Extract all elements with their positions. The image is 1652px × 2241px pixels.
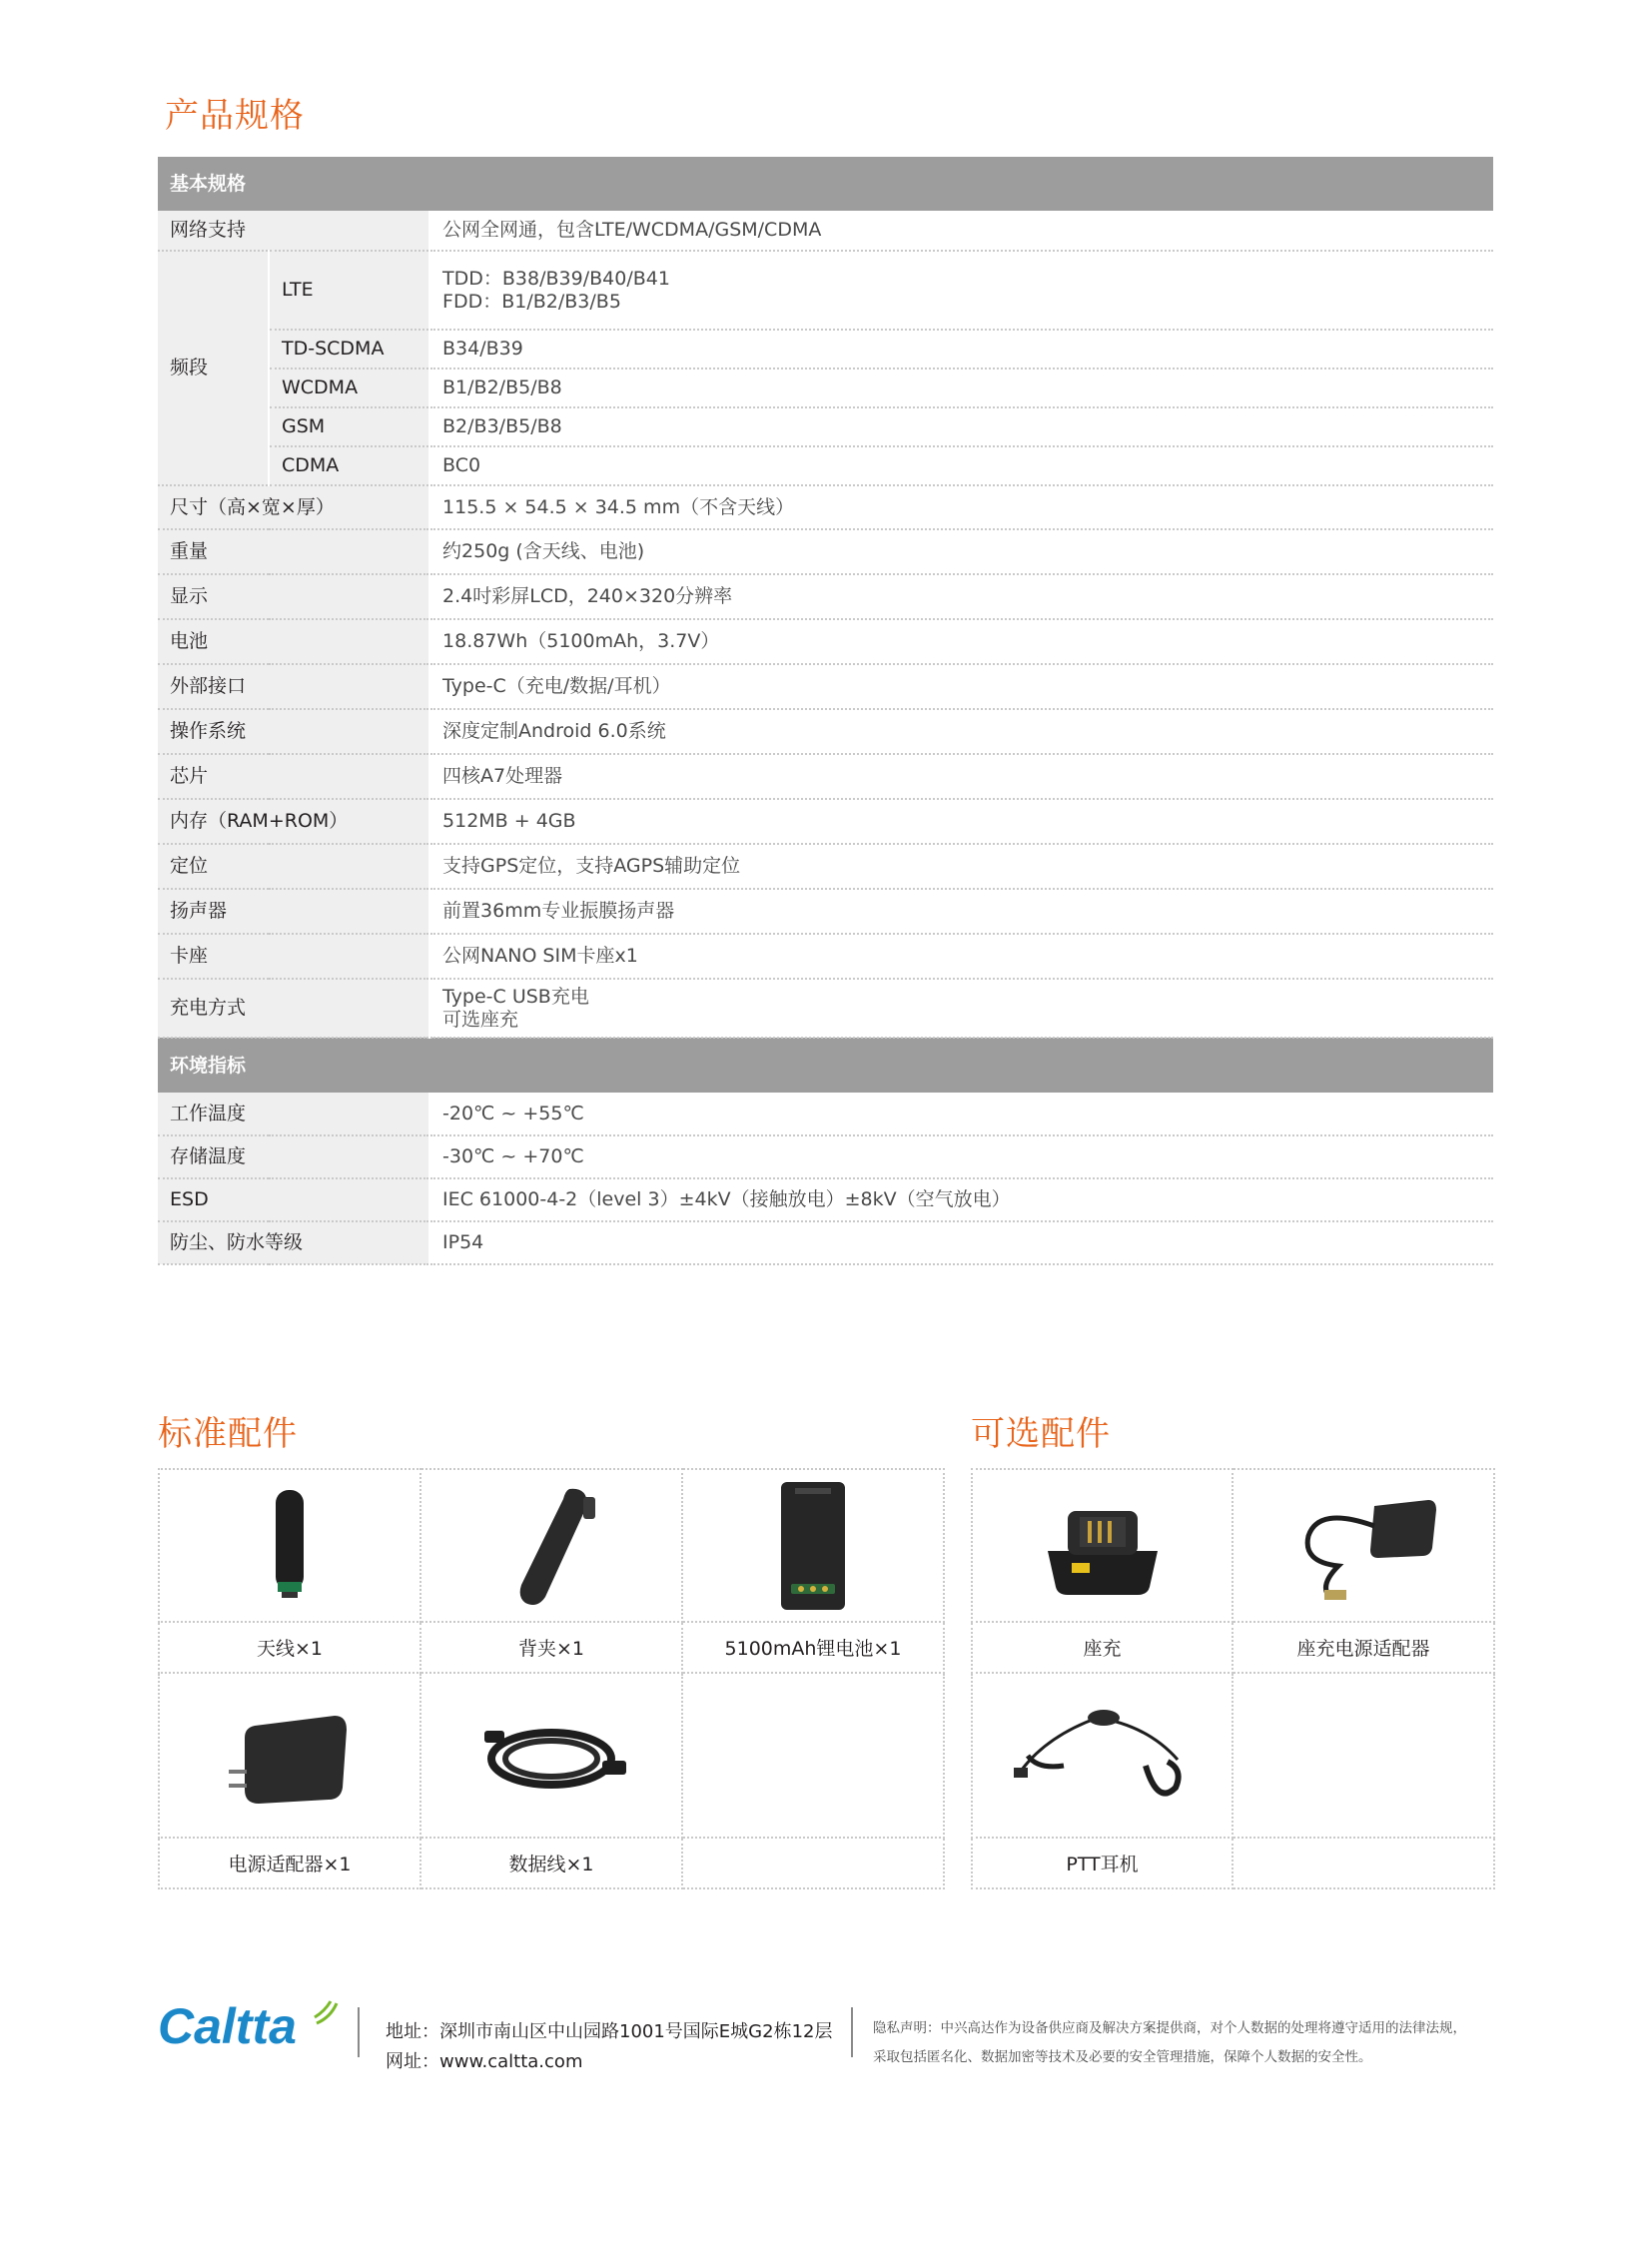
accessory-caption: PTT耳机 [972, 1838, 1233, 1888]
table-row [158, 754, 1493, 799]
optional-accessories-grid [971, 1468, 1495, 1889]
spec-value: -30℃ ~ +70℃ [429, 1135, 1493, 1178]
table-row [158, 330, 1493, 369]
caltta-logo: Caltta [158, 1997, 341, 2055]
spec-value: TDD：B38/B39/B40/B41 FDD：B1/B2/B3/B5 [429, 251, 1493, 330]
spec-value: 深度定制Android 6.0系统 [429, 709, 1493, 754]
table-row [158, 1135, 1493, 1178]
optional-accessories-title: 可选配件 [971, 1414, 1111, 1454]
table-row [158, 574, 1493, 619]
spec-label: 内存（RAM+ROM） [158, 799, 429, 844]
env-spec-header [158, 1038, 1493, 1093]
table-row [158, 1178, 1493, 1221]
table-row [158, 664, 1493, 709]
band-name: GSM [269, 407, 429, 446]
table-row [158, 979, 1493, 1038]
spec-label: 重量 [158, 529, 429, 574]
spec-value: 前置36mm专业振膜扬声器 [429, 889, 1493, 934]
data-cable-image [420, 1673, 682, 1838]
table-row [158, 619, 1493, 664]
spec-label: 工作温度 [158, 1093, 429, 1135]
spec-value: 公网NANO SIM卡座x1 [429, 934, 1493, 979]
spec-value: 支持GPS定位，支持AGPS辅助定位 [429, 844, 1493, 889]
accessory-caption: 数据线×1 [420, 1838, 682, 1888]
spec-label: 外部接口 [158, 664, 429, 709]
spec-value: 公网全网通，包含LTE/WCDMA/GSM/CDMA [429, 211, 1493, 251]
standard-accessories-title: 标准配件 [158, 1414, 298, 1454]
band-name: CDMA [269, 446, 429, 485]
table-row [158, 369, 1493, 407]
accessory-caption: 电源适配器×1 [159, 1838, 420, 1888]
spec-table [158, 157, 1493, 1265]
band-name: WCDMA [269, 369, 429, 407]
table-row [158, 709, 1493, 754]
spec-value: -20℃ ~ +55℃ [429, 1093, 1493, 1135]
antenna-image [159, 1469, 420, 1622]
spec-label: 定位 [158, 844, 429, 889]
table-row [158, 211, 1493, 251]
band-name: LTE [269, 251, 429, 330]
spec-value: B1/B2/B5/B8 [429, 369, 1493, 407]
accessory-caption: 座充 [972, 1622, 1233, 1673]
spec-label: 操作系统 [158, 709, 429, 754]
spec-value: B34/B39 [429, 330, 1493, 369]
spec-value: 四核A7处理器 [429, 754, 1493, 799]
spec-label: 卡座 [158, 934, 429, 979]
table-row [158, 1093, 1493, 1135]
belt-clip-image [420, 1469, 682, 1622]
spec-value: 18.87Wh（5100mAh，3.7V） [429, 619, 1493, 664]
table-row [158, 1221, 1493, 1264]
band-name: TD-SCDMA [269, 330, 429, 369]
footer-website[interactable]: 网址：www.caltta.com [386, 2051, 583, 2072]
spec-label: 显示 [158, 574, 429, 619]
spec-label: 频段 [158, 251, 269, 485]
spec-label: ESD [158, 1178, 429, 1221]
spec-label: 存储温度 [158, 1135, 429, 1178]
spec-label: 防尘、防水等级 [158, 1221, 429, 1264]
privacy-statement: 隐私声明：中兴高达作为设备供应商及解决方案提供商，对个人数据的处理将遵守适用的法律法规， 采取包括匿名化、数据加密等技术及必要的安全管理措施，保障个人数据的安全性。 [873, 2020, 1466, 2065]
spec-value: B2/B3/B5/B8 [429, 407, 1493, 446]
spec-value: 512MB + 4GB [429, 799, 1493, 844]
table-row [158, 844, 1493, 889]
battery-image [682, 1469, 944, 1622]
table-row [158, 799, 1493, 844]
table-row [158, 934, 1493, 979]
footer-address-block [386, 2017, 832, 2077]
spec-value: 115.5 × 54.5 × 34.5 mm（不含天线） [429, 485, 1493, 529]
spec-label: 扬声器 [158, 889, 429, 934]
table-row [158, 251, 1493, 330]
accessory-caption: 背夹×1 [420, 1622, 682, 1673]
table-row [158, 529, 1493, 574]
basic-spec-header-label: 基本规格 [158, 157, 429, 211]
spec-label: 充电方式 [158, 979, 429, 1038]
ptt-earphone-image [972, 1673, 1233, 1838]
accessory-caption: 天线×1 [159, 1622, 420, 1673]
desktop-charger-image [972, 1469, 1233, 1622]
footer-divider [358, 2007, 360, 2057]
standard-accessories-grid [158, 1468, 945, 1889]
spec-value: BC0 [429, 446, 1493, 485]
spec-label: 芯片 [158, 754, 429, 799]
signal-icon [311, 1997, 341, 2027]
accessory-caption: 5100mAh锂电池×1 [682, 1622, 944, 1673]
spec-label: 电池 [158, 619, 429, 664]
spec-label: 网络支持 [158, 211, 429, 251]
basic-spec-header [158, 157, 1493, 211]
env-spec-header-label: 环境指标 [158, 1038, 429, 1093]
spec-value: Type-C USB充电 可选座充 [429, 979, 1493, 1038]
footer-address: 地址：深圳市南山区中山园路1001号国际E城G2栋12层 [386, 2021, 833, 2042]
charger-adapter-image [1233, 1469, 1494, 1622]
accessory-caption: 座充电源适配器 [1233, 1622, 1494, 1673]
page-title: 产品规格 [165, 96, 305, 136]
spec-value: 2.4吋彩屏LCD，240×320分辨率 [429, 574, 1493, 619]
spec-label: 尺寸（高×宽×厚） [158, 485, 429, 529]
table-row [158, 446, 1493, 485]
spec-value: Type-C（充电/数据/耳机） [429, 664, 1493, 709]
spec-value: IEC 61000-4-2（level 3）±4kV（接触放电）±8kV（空气放电） [429, 1178, 1493, 1221]
footer-divider [851, 2007, 853, 2057]
spec-value: 约250g (含天线、电池) [429, 529, 1493, 574]
power-adapter-image [159, 1673, 420, 1838]
table-row [158, 407, 1493, 446]
table-row [158, 889, 1493, 934]
table-row [158, 485, 1493, 529]
spec-value: IP54 [429, 1221, 1493, 1264]
